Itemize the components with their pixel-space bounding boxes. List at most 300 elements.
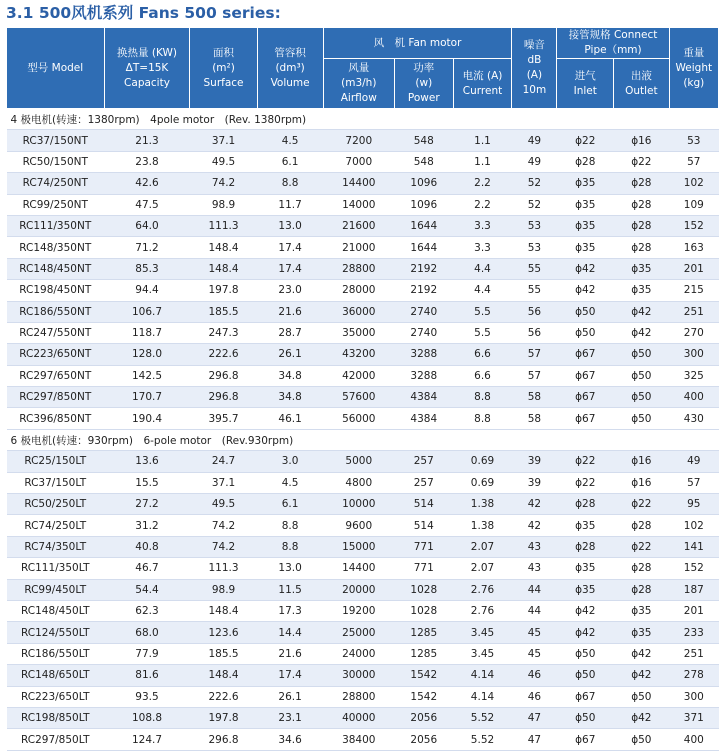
table-cell: 1542 xyxy=(394,665,453,686)
table-row xyxy=(7,130,719,151)
table-cell: ɸ35 xyxy=(614,280,670,301)
table-cell: RC223/650LT xyxy=(7,686,105,707)
table-cell: 2192 xyxy=(394,280,453,301)
table-cell: 0.69 xyxy=(453,472,512,493)
header-outlet: 出液 Outlet xyxy=(614,59,670,109)
table-cell: RC50/250LT xyxy=(7,494,105,515)
table-cell: ɸ35 xyxy=(557,237,614,258)
section-label: 4 极电机(转速：1380rpm) 4pole motor (Rev. 1380rpm) xyxy=(7,109,719,130)
table-cell: ɸ67 xyxy=(557,686,614,707)
table-cell: 7200 xyxy=(323,130,394,151)
table-cell: 5000 xyxy=(323,451,394,472)
table-cell: 57 xyxy=(512,365,557,386)
table-cell: RC148/450NT xyxy=(7,258,105,279)
table-cell: 6.1 xyxy=(257,494,323,515)
table-cell: 43200 xyxy=(323,344,394,365)
table-cell: 56000 xyxy=(323,408,394,429)
table-cell: 187 xyxy=(669,579,718,600)
table-cell: ɸ28 xyxy=(614,237,670,258)
table-cell: 26.1 xyxy=(257,686,323,707)
table-cell: 34.8 xyxy=(257,387,323,408)
table-cell: 4384 xyxy=(394,408,453,429)
table-row xyxy=(7,194,719,215)
table-header xyxy=(7,28,719,109)
table-cell: 31.2 xyxy=(104,515,190,536)
table-cell: 102 xyxy=(669,515,718,536)
table-row xyxy=(7,494,719,515)
table-cell: 1644 xyxy=(394,237,453,258)
table-cell: 148.4 xyxy=(190,665,257,686)
table-cell: 57 xyxy=(669,151,718,172)
table-cell: 37.1 xyxy=(190,130,257,151)
table-cell: 400 xyxy=(669,729,718,750)
table-cell: 222.6 xyxy=(190,686,257,707)
table-cell: 300 xyxy=(669,686,718,707)
table-cell: 94.4 xyxy=(104,280,190,301)
table-row xyxy=(7,451,719,472)
table-cell: 57 xyxy=(669,472,718,493)
table-cell: 395.7 xyxy=(190,408,257,429)
table-cell: 15000 xyxy=(323,536,394,557)
table-cell: ɸ50 xyxy=(614,408,670,429)
table-cell: 2.07 xyxy=(453,558,512,579)
table-cell: 1.1 xyxy=(453,130,512,151)
table-cell: 2056 xyxy=(394,729,453,750)
table-cell: ɸ35 xyxy=(614,622,670,643)
table-cell: ɸ42 xyxy=(614,322,670,343)
table-cell: 20000 xyxy=(323,579,394,600)
table-cell: 42000 xyxy=(323,365,394,386)
table-cell: 2.2 xyxy=(453,194,512,215)
table-cell: RC186/550LT xyxy=(7,643,105,664)
table-cell: 1285 xyxy=(394,643,453,664)
table-cell: 11.7 xyxy=(257,194,323,215)
table-cell: 21000 xyxy=(323,237,394,258)
table-cell: 1.38 xyxy=(453,494,512,515)
table-cell: 2.2 xyxy=(453,173,512,194)
table-cell: RC297/850NT xyxy=(7,387,105,408)
table-cell: ɸ28 xyxy=(614,173,670,194)
table-cell: 28800 xyxy=(323,258,394,279)
table-cell: RC247/550NT xyxy=(7,322,105,343)
table-cell: 52 xyxy=(512,173,557,194)
table-cell: 15.5 xyxy=(104,472,190,493)
table-cell: 296.8 xyxy=(190,729,257,750)
table-cell: 4.14 xyxy=(453,686,512,707)
table-cell: ɸ22 xyxy=(614,536,670,557)
table-cell: 2056 xyxy=(394,707,453,728)
table-cell: 4384 xyxy=(394,387,453,408)
table-cell: 21.6 xyxy=(257,301,323,322)
table-cell: ɸ50 xyxy=(614,344,670,365)
table-cell: ɸ67 xyxy=(557,344,614,365)
table-cell: 21600 xyxy=(323,215,394,236)
header-capacity: 换热量 (KW) ΔT=15K Capacity xyxy=(104,28,190,109)
header-model: 型号 Model xyxy=(7,28,105,109)
table-cell: 46.1 xyxy=(257,408,323,429)
table-cell: 514 xyxy=(394,515,453,536)
table-cell: 81.6 xyxy=(104,665,190,686)
table-cell: 5.52 xyxy=(453,729,512,750)
table-cell: 39 xyxy=(512,451,557,472)
table-cell: 53 xyxy=(512,215,557,236)
table-cell: 4.5 xyxy=(257,130,323,151)
table-cell: RC148/350NT xyxy=(7,237,105,258)
table-cell: 55 xyxy=(512,280,557,301)
header-current: 电流 (A) Current xyxy=(453,59,512,109)
table-cell: 34.8 xyxy=(257,365,323,386)
table-cell: 0.69 xyxy=(453,451,512,472)
table-cell: ɸ22 xyxy=(557,451,614,472)
table-cell: 148.4 xyxy=(190,258,257,279)
table-cell: RC396/850NT xyxy=(7,408,105,429)
table-cell: 1028 xyxy=(394,579,453,600)
table-cell: 3288 xyxy=(394,365,453,386)
header-noise: 噪音 dB (A) 10m xyxy=(512,28,557,109)
table-cell: 400 xyxy=(669,387,718,408)
table-cell: 37.1 xyxy=(190,472,257,493)
table-cell: 197.8 xyxy=(190,707,257,728)
table-row xyxy=(7,365,719,386)
table-cell: 8.8 xyxy=(257,515,323,536)
table-cell: ɸ67 xyxy=(557,365,614,386)
table-cell: 34.6 xyxy=(257,729,323,750)
table-cell: 257 xyxy=(394,472,453,493)
table-cell: 371 xyxy=(669,707,718,728)
table-cell: 3.45 xyxy=(453,643,512,664)
table-cell: ɸ28 xyxy=(614,194,670,215)
table-cell: 42.6 xyxy=(104,173,190,194)
table-cell: 251 xyxy=(669,643,718,664)
table-cell: 142.5 xyxy=(104,365,190,386)
table-cell: ɸ22 xyxy=(614,151,670,172)
table-cell: 45 xyxy=(512,622,557,643)
table-cell: 6.1 xyxy=(257,151,323,172)
table-cell: 39 xyxy=(512,472,557,493)
table-row xyxy=(7,515,719,536)
header-airflow: 风量 (m3/h) Airflow xyxy=(323,59,394,109)
table-cell: 35000 xyxy=(323,322,394,343)
table-cell: 124.7 xyxy=(104,729,190,750)
table-row xyxy=(7,408,719,429)
table-cell: 30000 xyxy=(323,665,394,686)
table-cell: 54.4 xyxy=(104,579,190,600)
table-cell: ɸ16 xyxy=(614,130,670,151)
table-cell: 43 xyxy=(512,536,557,557)
header-weight: 重量 Weight (kg) xyxy=(669,28,718,109)
table-cell: 40000 xyxy=(323,707,394,728)
table-cell: RC37/150NT xyxy=(7,130,105,151)
table-row xyxy=(7,387,719,408)
table-cell: 56 xyxy=(512,301,557,322)
table-cell: 325 xyxy=(669,365,718,386)
table-cell: 49.5 xyxy=(190,494,257,515)
header-volume: 管容积 (dm³) Volume xyxy=(257,28,323,109)
table-cell: 49 xyxy=(669,451,718,472)
header-connect-pipe: 接管规格 Connect Pipe（mm) xyxy=(557,28,669,59)
table-cell: 4.14 xyxy=(453,665,512,686)
page-title: 3.1 500风机系列 Fans 500 series: xyxy=(6,4,281,22)
table-cell: 548 xyxy=(394,151,453,172)
table-cell: 1028 xyxy=(394,600,453,621)
table-cell: 28.7 xyxy=(257,322,323,343)
table-cell: 68.0 xyxy=(104,622,190,643)
table-cell: 57 xyxy=(512,344,557,365)
table-row xyxy=(7,237,719,258)
table-cell: 5.5 xyxy=(453,301,512,322)
table-cell: 222.6 xyxy=(190,344,257,365)
table-cell: 74.2 xyxy=(190,173,257,194)
header-power: 功率 (w) Power xyxy=(394,59,453,109)
table-cell: 24000 xyxy=(323,643,394,664)
table-cell: ɸ67 xyxy=(557,729,614,750)
table-cell: 300 xyxy=(669,344,718,365)
table-cell: 57600 xyxy=(323,387,394,408)
table-cell: 1285 xyxy=(394,622,453,643)
table-cell: RC74/350LT xyxy=(7,536,105,557)
table-cell: 170.7 xyxy=(104,387,190,408)
table-row xyxy=(7,472,719,493)
table-cell: 7000 xyxy=(323,151,394,172)
table-cell: 3.3 xyxy=(453,215,512,236)
section-header-row xyxy=(7,109,719,130)
table-cell: 296.8 xyxy=(190,387,257,408)
table-cell: 430 xyxy=(669,408,718,429)
table-cell: 40.8 xyxy=(104,536,190,557)
table-cell: ɸ50 xyxy=(614,387,670,408)
table-cell: 23.8 xyxy=(104,151,190,172)
table-cell: 49 xyxy=(512,130,557,151)
table-cell: ɸ35 xyxy=(557,215,614,236)
table-cell: 771 xyxy=(394,558,453,579)
table-cell: 3.0 xyxy=(257,451,323,472)
table-cell: 85.3 xyxy=(104,258,190,279)
table-cell: ɸ42 xyxy=(557,258,614,279)
table-cell: 109 xyxy=(669,194,718,215)
table-cell: 58 xyxy=(512,387,557,408)
table-cell: RC198/850LT xyxy=(7,707,105,728)
table-cell: 1096 xyxy=(394,173,453,194)
table-cell: ɸ28 xyxy=(557,494,614,515)
table-cell: 13.6 xyxy=(104,451,190,472)
table-cell: 163 xyxy=(669,237,718,258)
table-cell: RC297/650NT xyxy=(7,365,105,386)
table-cell: ɸ28 xyxy=(557,151,614,172)
table-cell: RC223/650NT xyxy=(7,344,105,365)
table-cell: 74.2 xyxy=(190,515,257,536)
table-cell: ɸ42 xyxy=(557,622,614,643)
table-cell: ɸ42 xyxy=(614,665,670,686)
table-cell: 44 xyxy=(512,579,557,600)
table-cell: RC99/450LT xyxy=(7,579,105,600)
table-cell: 47 xyxy=(512,707,557,728)
table-cell: 8.8 xyxy=(257,536,323,557)
table-cell: 17.3 xyxy=(257,600,323,621)
table-cell: RC25/150LT xyxy=(7,451,105,472)
table-cell: 2.07 xyxy=(453,536,512,557)
table-cell: ɸ35 xyxy=(557,579,614,600)
table-row xyxy=(7,173,719,194)
table-cell: 111.3 xyxy=(190,215,257,236)
table-cell: 14000 xyxy=(323,194,394,215)
table-cell: 43 xyxy=(512,558,557,579)
table-row xyxy=(7,579,719,600)
table-cell: ɸ50 xyxy=(557,707,614,728)
table-cell: 1096 xyxy=(394,194,453,215)
table-cell: 46.7 xyxy=(104,558,190,579)
table-cell: 45 xyxy=(512,643,557,664)
table-cell: RC111/350LT xyxy=(7,558,105,579)
table-cell: 46 xyxy=(512,686,557,707)
table-cell: 13.0 xyxy=(257,558,323,579)
table-cell: 71.2 xyxy=(104,237,190,258)
table-cell: 257 xyxy=(394,451,453,472)
table-cell: 95 xyxy=(669,494,718,515)
table-cell: RC198/450NT xyxy=(7,280,105,301)
table-cell: 53 xyxy=(512,237,557,258)
table-cell: RC37/150LT xyxy=(7,472,105,493)
table-cell: 49.5 xyxy=(190,151,257,172)
table-cell: 2740 xyxy=(394,301,453,322)
table-cell: 28000 xyxy=(323,280,394,301)
table-cell: 98.9 xyxy=(190,194,257,215)
table-cell: 771 xyxy=(394,536,453,557)
table-row xyxy=(7,707,719,728)
table-cell: ɸ28 xyxy=(614,215,670,236)
table-cell: ɸ50 xyxy=(557,301,614,322)
table-cell: 25000 xyxy=(323,622,394,643)
table-cell: 5.5 xyxy=(453,322,512,343)
table-cell: 102 xyxy=(669,173,718,194)
table-cell: 201 xyxy=(669,258,718,279)
table-cell: 3.3 xyxy=(453,237,512,258)
table-row xyxy=(7,301,719,322)
section-header-row xyxy=(7,429,719,450)
table-cell: 128.0 xyxy=(104,344,190,365)
table-row xyxy=(7,643,719,664)
table-cell: 14400 xyxy=(323,558,394,579)
table-cell: 17.4 xyxy=(257,665,323,686)
table-cell: 2192 xyxy=(394,258,453,279)
table-cell: 123.6 xyxy=(190,622,257,643)
table-cell: RC74/250NT xyxy=(7,173,105,194)
table-cell: ɸ28 xyxy=(614,515,670,536)
table-cell: 38400 xyxy=(323,729,394,750)
table-cell: 14.4 xyxy=(257,622,323,643)
table-cell: 1644 xyxy=(394,215,453,236)
table-cell: 46 xyxy=(512,665,557,686)
table-cell: 278 xyxy=(669,665,718,686)
table-row xyxy=(7,215,719,236)
table-cell: 296.8 xyxy=(190,365,257,386)
table-cell: 148.4 xyxy=(190,600,257,621)
table-cell: ɸ35 xyxy=(614,600,670,621)
table-row xyxy=(7,665,719,686)
table-row xyxy=(7,622,719,643)
table-cell: RC111/350NT xyxy=(7,215,105,236)
table-cell: ɸ42 xyxy=(614,301,670,322)
table-row xyxy=(7,729,719,750)
table-cell: RC50/150NT xyxy=(7,151,105,172)
table-cell: ɸ42 xyxy=(557,280,614,301)
table-cell: 62.3 xyxy=(104,600,190,621)
table-cell: 28800 xyxy=(323,686,394,707)
table-cell: 77.9 xyxy=(104,643,190,664)
header-inlet: 进气 Inlet xyxy=(557,59,614,109)
table-body xyxy=(7,109,719,751)
table-cell: 52 xyxy=(512,194,557,215)
table-cell: 3.45 xyxy=(453,622,512,643)
table-cell: 98.9 xyxy=(190,579,257,600)
table-cell: RC148/650LT xyxy=(7,665,105,686)
table-cell: ɸ42 xyxy=(614,707,670,728)
table-cell: 148.4 xyxy=(190,237,257,258)
table-cell: 19200 xyxy=(323,600,394,621)
table-row xyxy=(7,600,719,621)
table-cell: 3288 xyxy=(394,344,453,365)
table-cell: 108.8 xyxy=(104,707,190,728)
table-row xyxy=(7,280,719,301)
table-cell: 26.1 xyxy=(257,344,323,365)
table-cell: 2.76 xyxy=(453,600,512,621)
table-row xyxy=(7,536,719,557)
table-cell: 111.3 xyxy=(190,558,257,579)
table-cell: 14400 xyxy=(323,173,394,194)
table-cell: 6.6 xyxy=(453,365,512,386)
table-cell: 55 xyxy=(512,258,557,279)
table-cell: 93.5 xyxy=(104,686,190,707)
table-row xyxy=(7,558,719,579)
table-cell: ɸ16 xyxy=(614,451,670,472)
table-cell: 64.0 xyxy=(104,215,190,236)
table-row xyxy=(7,151,719,172)
table-cell: ɸ50 xyxy=(614,729,670,750)
table-cell: 8.8 xyxy=(257,173,323,194)
table-cell: ɸ28 xyxy=(614,558,670,579)
table-cell: ɸ35 xyxy=(557,515,614,536)
table-cell: ɸ28 xyxy=(557,536,614,557)
table-cell: 4.5 xyxy=(257,472,323,493)
table-cell: 58 xyxy=(512,408,557,429)
table-cell: 21.6 xyxy=(257,643,323,664)
table-cell: 4.4 xyxy=(453,258,512,279)
table-cell: ɸ22 xyxy=(557,472,614,493)
table-cell: 215 xyxy=(669,280,718,301)
header-fan-motor: 风 机 Fan motor xyxy=(323,28,512,59)
table-cell: 8.8 xyxy=(453,408,512,429)
section-label: 6 极电机(转速：930rpm) 6-pole motor (Rev.930rpm) xyxy=(7,429,719,450)
table-cell: ɸ50 xyxy=(557,322,614,343)
table-cell: ɸ35 xyxy=(557,173,614,194)
table-row xyxy=(7,344,719,365)
table-cell: 1542 xyxy=(394,686,453,707)
table-cell: 1.38 xyxy=(453,515,512,536)
table-cell: 17.4 xyxy=(257,237,323,258)
table-cell: 27.2 xyxy=(104,494,190,515)
table-cell: ɸ22 xyxy=(557,130,614,151)
table-cell: ɸ22 xyxy=(614,494,670,515)
table-cell: RC148/450LT xyxy=(7,600,105,621)
table-cell: 47 xyxy=(512,729,557,750)
table-cell: 49 xyxy=(512,151,557,172)
table-cell: ɸ42 xyxy=(557,600,614,621)
table-cell: ɸ35 xyxy=(557,194,614,215)
table-cell: 21.3 xyxy=(104,130,190,151)
table-row xyxy=(7,686,719,707)
table-cell: 5.52 xyxy=(453,707,512,728)
table-cell: 56 xyxy=(512,322,557,343)
table-cell: ɸ50 xyxy=(557,643,614,664)
